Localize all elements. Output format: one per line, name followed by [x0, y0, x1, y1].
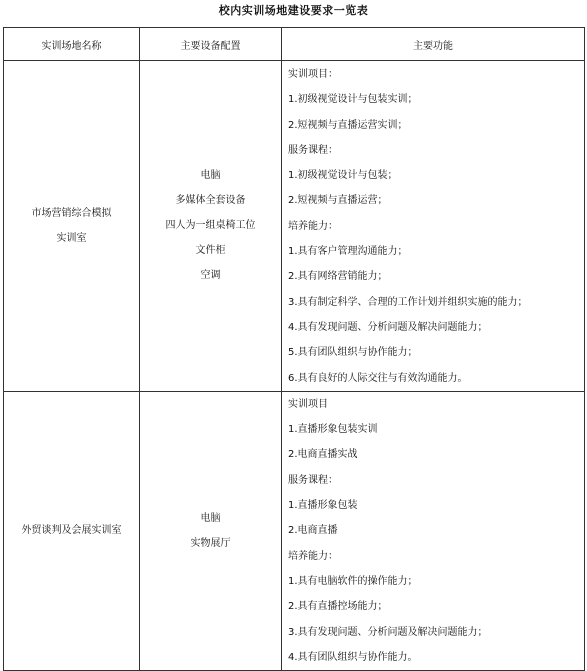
equipment-item: 空调 — [200, 270, 221, 282]
room-name-line: 实训室 — [56, 232, 87, 244]
function-line: 实训项目 — [288, 398, 328, 410]
function-line: 6.具有良好的人际交往与有效沟通能力。 — [288, 372, 468, 384]
equipment-item: 电脑 — [200, 512, 221, 524]
room-name-cell — [4, 391, 140, 670]
equipment-item: 实物展厅 — [190, 537, 231, 549]
function-line: 培养能力： — [288, 220, 338, 232]
function-line: 2.具有网络营销能力； — [288, 271, 388, 283]
function-line: 1.初级视觉设计与包装实训； — [288, 94, 418, 106]
function-line: 4.具有发现问题、分析问题及解决问题能力； — [288, 321, 488, 333]
function-line: 1.直播形象包装 — [288, 500, 358, 512]
equipment-item: 电脑 — [200, 170, 221, 182]
training-room-table — [3, 27, 585, 671]
function-line: 1.直播形象包装实训 — [288, 424, 378, 436]
function-line: 2.电商直播实战 — [288, 449, 358, 461]
equipment-item: 文件柜 — [195, 245, 226, 257]
function-line: 2.具有直播控场能力； — [288, 601, 388, 613]
header-functions: 主要功能 — [282, 28, 585, 61]
function-line: 培养能力： — [288, 550, 338, 562]
function-line: 1.具有客户管理沟通能力； — [288, 246, 408, 258]
equipment-cell — [140, 391, 282, 670]
function-line: 5.具有团队组织与协作能力； — [288, 347, 418, 359]
document-title: 校内实训场地建设要求一览表 — [218, 4, 369, 17]
function-line: 2.短视频与直播运营； — [288, 195, 388, 207]
equipment-item: 四人为一组桌椅工位 — [165, 220, 256, 232]
equipment-item: 多媒体全套设备 — [175, 195, 246, 207]
function-line: 3.具有发现问题、分析问题及解决问题能力； — [288, 626, 488, 638]
table-header-row — [4, 28, 585, 61]
function-line: 2.电商直播 — [288, 525, 338, 537]
function-line: 实训项目： — [288, 69, 338, 80]
function-line: 1.初级视觉设计与包装； — [288, 170, 398, 182]
room-name-line: 市场营销综合模拟 — [31, 207, 112, 219]
function-line: 2.短视频与直播运营实训； — [288, 119, 408, 131]
header-room-name: 实训场地名称 — [4, 28, 140, 61]
room-name-cell — [4, 61, 140, 392]
functions-cell — [282, 391, 585, 670]
function-line: 服务课程： — [288, 474, 338, 486]
room-name-line: 外贸谈判及会展实训室 — [21, 525, 122, 537]
function-line: 1.具有电脑软件的操作能力； — [288, 575, 418, 587]
function-line: 4.具有团队组织与协作能力。 — [288, 651, 418, 663]
header-equipment: 主要设备配置 — [140, 28, 282, 61]
function-line: 服务课程： — [288, 144, 338, 156]
table-row — [4, 391, 585, 670]
table-row — [4, 61, 585, 392]
equipment-cell — [140, 61, 282, 392]
function-line: 3.具有制定科学、合理的工作计划并组织实施的能力； — [288, 296, 528, 308]
functions-cell — [282, 61, 585, 392]
